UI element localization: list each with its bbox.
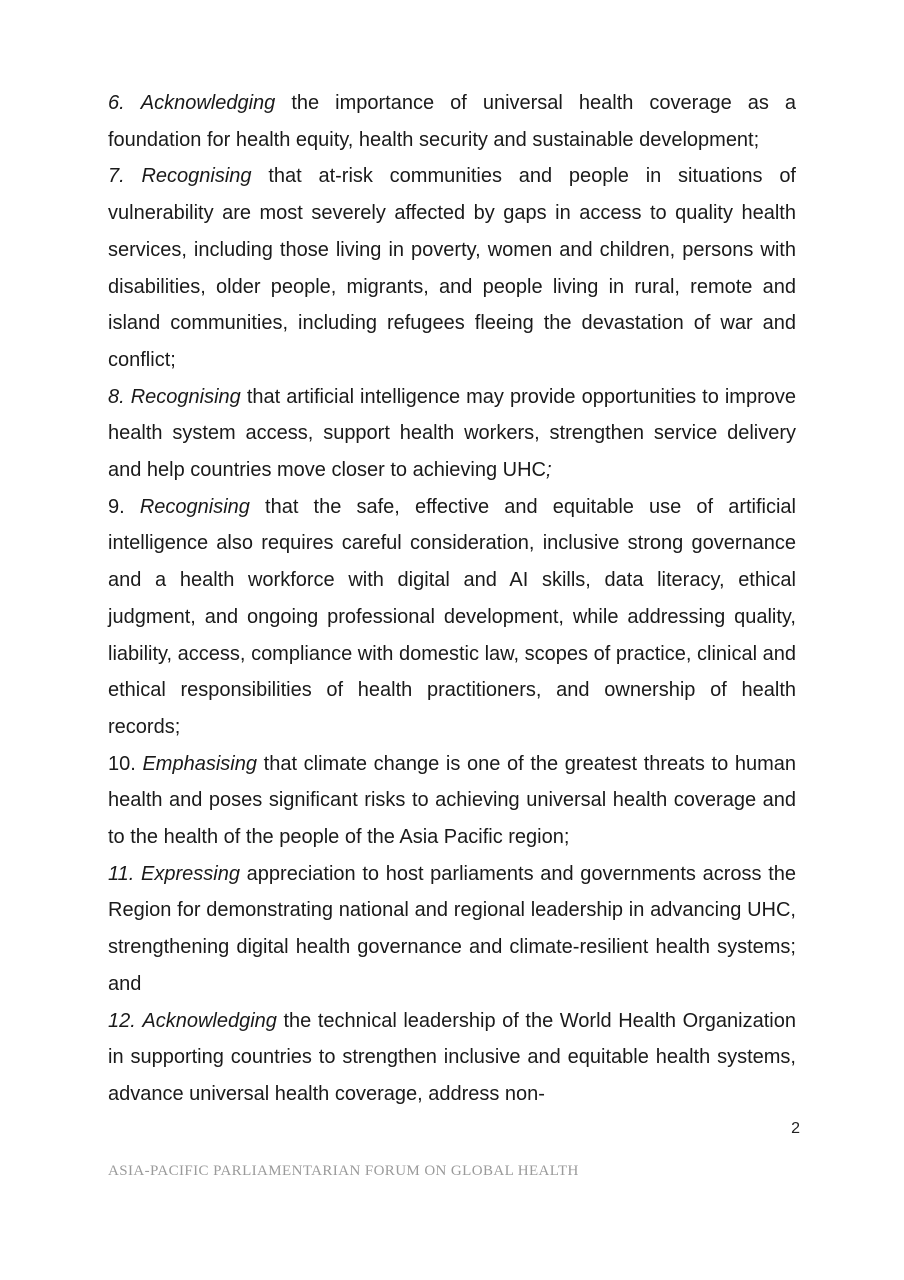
paragraph-number: 10. <box>108 752 136 775</box>
paragraph-text: that at-risk communities and people in situations of vulnerability are most severely affected by gaps in access to quality health services, including those living in poverty, women and children, persons with disabilities, older people, migrants, and people living in rural, remote and island communities, including refugees fleeing the devastation of war and conflict; <box>108 165 796 371</box>
paragraph-lead-verb: Recognising <box>130 385 241 408</box>
page-number: 2 <box>791 1120 800 1137</box>
paragraph-number: 8. <box>108 385 125 408</box>
paragraph-lead-verb: Recognising <box>141 165 252 188</box>
paragraph-text: that artificial intelligence may provide opportunities to improve health system access, support health workers, strengthen service delivery and help countries move closer to achieving UHC <box>108 385 796 482</box>
paragraph-lead-verb: Expressing <box>141 862 240 885</box>
paragraph-9 <box>108 489 796 746</box>
document-footer: ASIA-PACIFIC PARLIAMENTARIAN FORUM ON GLOBAL HEALTH <box>108 1163 579 1179</box>
paragraph-11 <box>108 856 796 1003</box>
document-body <box>108 85 796 1113</box>
paragraph-lead-verb: Acknowledging <box>140 92 276 114</box>
paragraph-number: 7. <box>108 165 125 188</box>
paragraph-text: appreciation to host parliaments and governments across the Region for demonstrating national and regional leadership in advancing UHC, strengthening digital health governance and climate-resilient health systems; and <box>108 862 797 995</box>
paragraph-number: 12. <box>108 1009 136 1032</box>
paragraph-number: 9. <box>108 495 125 518</box>
paragraph-lead-verb: Recognising <box>139 495 250 518</box>
paragraph-text: that climate change is one of the greatest threats to human health and poses significant risks to achieving universal health coverage and to the health of the people of the Asia Pacific region; <box>108 752 796 849</box>
paragraph-7 <box>108 158 796 378</box>
paragraph-lead-verb: Acknowledging <box>142 1009 277 1032</box>
paragraph-end: ; <box>546 459 552 482</box>
paragraph-10 <box>108 746 796 856</box>
paragraph-number: 6. <box>108 92 125 114</box>
paragraph-6 <box>108 85 796 158</box>
paragraph-text: the importance of universal health coverage as a foundation for health equity, health security and sustainable development; <box>108 92 797 151</box>
paragraph-12 <box>108 1003 796 1113</box>
paragraph-lead-verb: Emphasising <box>142 752 257 775</box>
paragraph-text: that the safe, effective and equitable use of artificial intelligence also requires careful consideration, inclusive strong governance and a health workforce with digital and AI skills, data literacy, ethical judgment, and ongoing professional development, while addressing quality, liability, access, compliance with domestic law, scopes of practice, clinical and ethical responsibilities of health practitioners, and ownership of health records; <box>108 495 796 738</box>
paragraph-8 <box>108 379 796 489</box>
paragraph-number: 11. <box>108 862 135 885</box>
paragraph-text: the technical leadership of the World Health Organization in supporting countries to strengthen inclusive and equitable health systems, advance universal health coverage, address non- <box>108 1009 796 1105</box>
